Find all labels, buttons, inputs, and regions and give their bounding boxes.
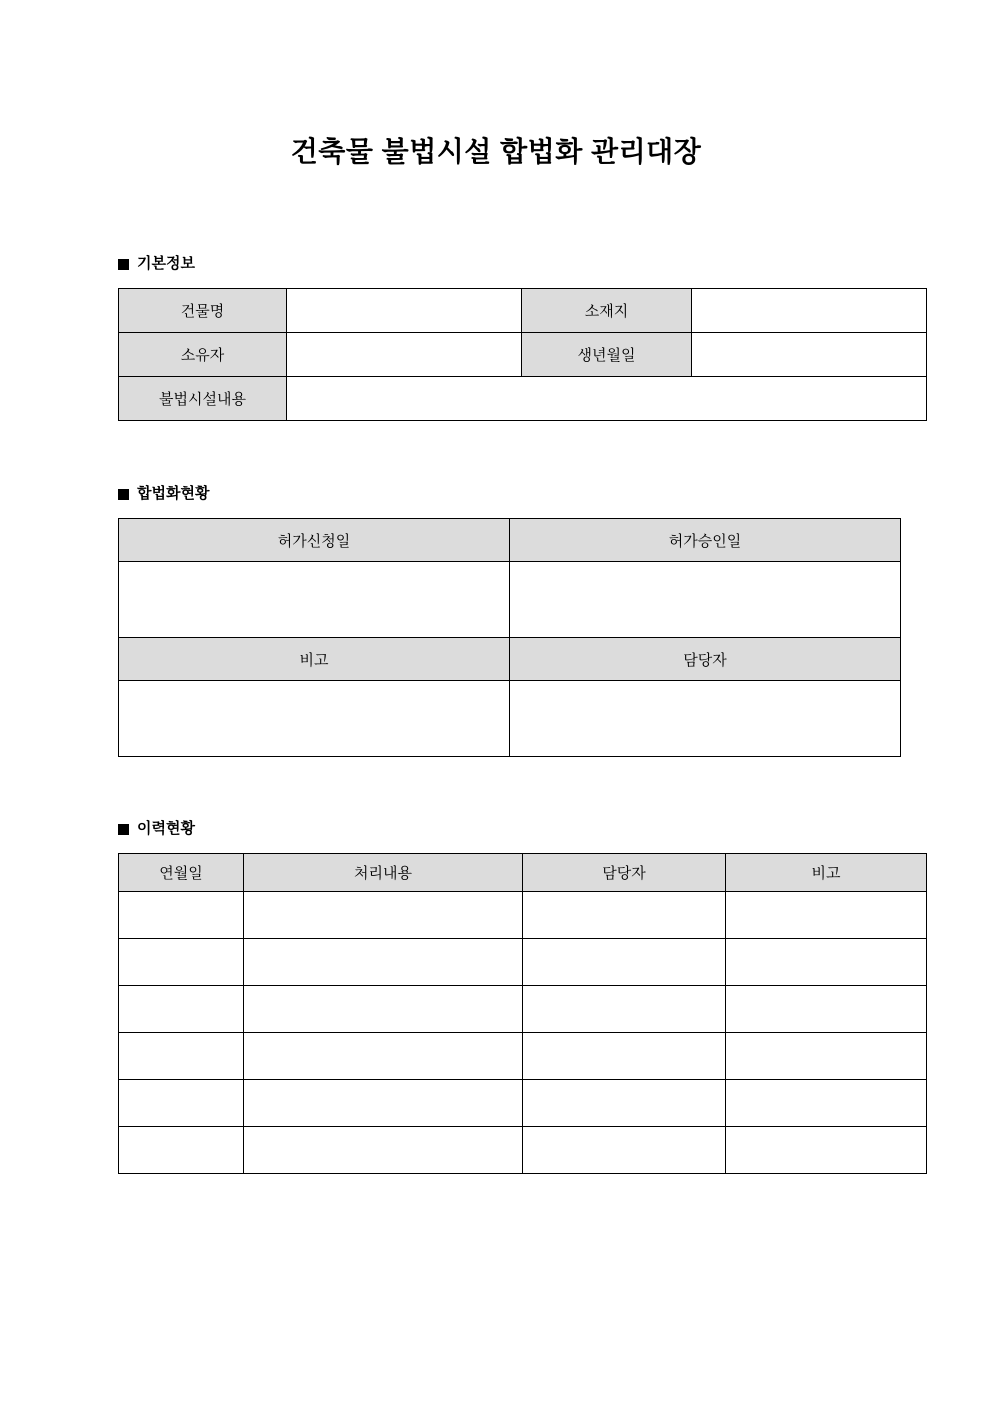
table-row: [119, 289, 927, 333]
filled-square-bullet-icon: [118, 824, 129, 835]
label-permit-application-date: 허가신청일: [119, 519, 510, 562]
history-table-body: [119, 892, 927, 1174]
section-heading-basic-info: [118, 254, 874, 274]
table-row: [119, 939, 927, 986]
table-row: [119, 562, 901, 638]
table-row: [119, 1080, 927, 1127]
column-header-remarks: 비고: [726, 854, 927, 892]
section-legalization-status: [118, 484, 874, 757]
cell-remarks[interactable]: [726, 1080, 927, 1127]
table-row: [119, 377, 927, 421]
cell-date[interactable]: [119, 892, 244, 939]
field-permit-application-date[interactable]: [119, 562, 510, 638]
cell-remarks[interactable]: [726, 986, 927, 1033]
cell-date[interactable]: [119, 1033, 244, 1080]
field-person-in-charge[interactable]: [510, 681, 901, 757]
label-permit-approval-date: 허가승인일: [510, 519, 901, 562]
table-header-row: [119, 638, 901, 681]
label-illegal-facility-details: 불법시설내용: [119, 377, 287, 421]
cell-processing-details[interactable]: [244, 1080, 523, 1127]
field-illegal-facility-details[interactable]: [287, 377, 927, 421]
field-remarks[interactable]: [119, 681, 510, 757]
field-birth-date[interactable]: [692, 333, 927, 377]
section-heading-label: 기본정보: [137, 255, 195, 272]
table-row: [119, 1033, 927, 1080]
label-owner: 소유자: [119, 333, 287, 377]
history-status-table: [118, 853, 927, 1174]
field-permit-approval-date[interactable]: [510, 562, 901, 638]
section-heading-label: 합법화현황: [137, 485, 210, 502]
filled-square-bullet-icon: [118, 259, 129, 270]
cell-person-in-charge[interactable]: [523, 1127, 726, 1174]
cell-remarks[interactable]: [726, 1127, 927, 1174]
cell-remarks[interactable]: [726, 1033, 927, 1080]
table-row: [119, 986, 927, 1033]
label-remarks: 비고: [119, 638, 510, 681]
cell-processing-details[interactable]: [244, 986, 523, 1033]
filled-square-bullet-icon: [118, 489, 129, 500]
cell-remarks[interactable]: [726, 939, 927, 986]
column-header-date: 연월일: [119, 854, 244, 892]
table-row: [119, 333, 927, 377]
table-header-row: [119, 854, 927, 892]
cell-processing-details[interactable]: [244, 939, 523, 986]
table-row: [119, 681, 901, 757]
field-building-name[interactable]: [287, 289, 522, 333]
cell-date[interactable]: [119, 939, 244, 986]
cell-processing-details[interactable]: [244, 1033, 523, 1080]
cell-person-in-charge[interactable]: [523, 1033, 726, 1080]
cell-person-in-charge[interactable]: [523, 939, 726, 986]
label-birth-date: 생년월일: [522, 333, 692, 377]
label-location: 소재지: [522, 289, 692, 333]
cell-person-in-charge[interactable]: [523, 1080, 726, 1127]
legalization-status-table: [118, 518, 901, 757]
column-header-person-in-charge: 담당자: [523, 854, 726, 892]
column-header-processing-details: 처리내용: [244, 854, 523, 892]
section-heading-label: 이력현황: [137, 820, 195, 837]
cell-date[interactable]: [119, 986, 244, 1033]
label-building-name: 건물명: [119, 289, 287, 333]
field-owner[interactable]: [287, 333, 522, 377]
section-heading-legalization-status: [118, 484, 874, 504]
table-header-row: [119, 519, 901, 562]
cell-date[interactable]: [119, 1080, 244, 1127]
page-title: 건축물 불법시설 합법화 관리대장: [290, 136, 702, 167]
label-person-in-charge: 담당자: [510, 638, 901, 681]
field-location[interactable]: [692, 289, 927, 333]
section-basic-info: [118, 254, 874, 421]
cell-processing-details[interactable]: [244, 1127, 523, 1174]
cell-remarks[interactable]: [726, 892, 927, 939]
cell-date[interactable]: [119, 1127, 244, 1174]
cell-person-in-charge[interactable]: [523, 986, 726, 1033]
cell-processing-details[interactable]: [244, 892, 523, 939]
table-row: [119, 892, 927, 939]
section-heading-history-status: [118, 819, 874, 839]
section-history-status: [118, 819, 874, 1174]
cell-person-in-charge[interactable]: [523, 892, 726, 939]
table-row: [119, 1127, 927, 1174]
basic-info-table: [118, 288, 927, 421]
